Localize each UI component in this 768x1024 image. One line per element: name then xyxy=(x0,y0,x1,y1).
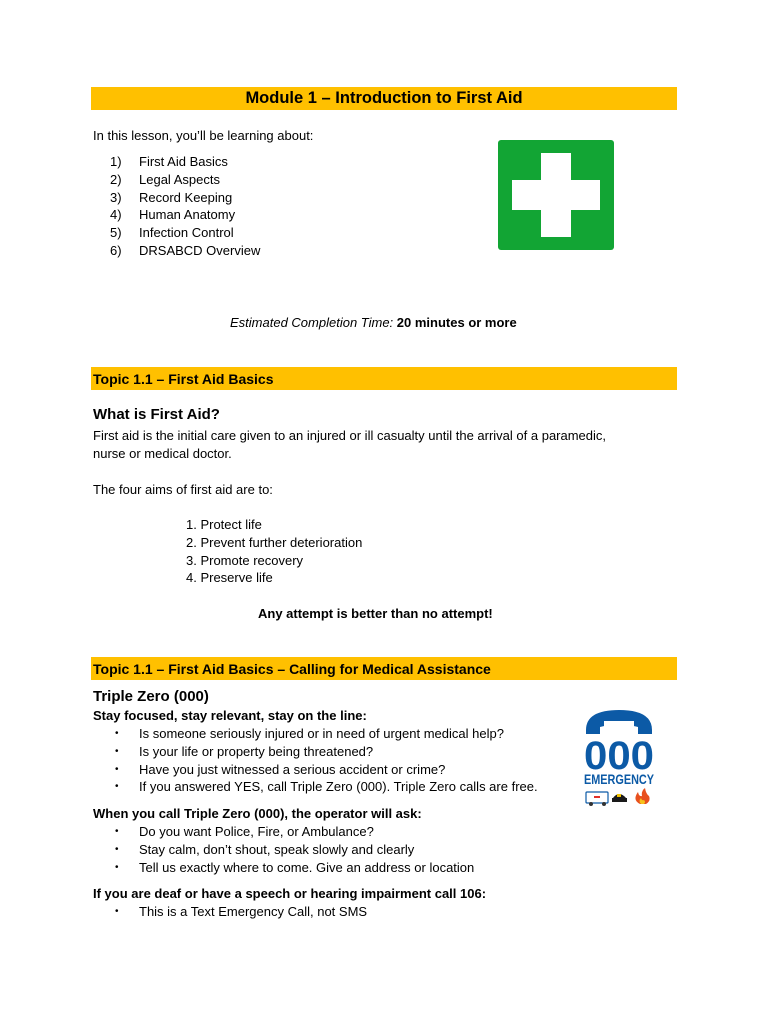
list-item: 3) Record Keeping xyxy=(110,189,233,205)
bullet-list xyxy=(115,725,538,796)
section-heading: What is First Aid? xyxy=(93,406,220,423)
list-item: 5) Infection Control xyxy=(110,225,234,241)
bullet-list xyxy=(115,823,474,876)
list-item: 2. Prevent further deterioration xyxy=(186,534,363,550)
definition-line: First aid is the initial care given to an injured or ill casualty until the arrival of a paramedic, xyxy=(93,428,607,443)
list-item: 3. Promote recovery xyxy=(186,552,304,568)
bullet-list xyxy=(115,903,367,921)
list-item: 1) First Aid Basics xyxy=(110,154,228,169)
estimate-value: 20 minutes or more xyxy=(396,315,517,330)
first-aid-cross-icon xyxy=(498,140,614,250)
list-item: 2) Legal Aspects xyxy=(110,171,220,187)
list-item: • Is someone seriously injured or in need of urgent medical help? xyxy=(115,726,504,741)
subheading: If you are deaf or have a speech or hearing impairment call 106: xyxy=(93,886,487,901)
fire-icon xyxy=(635,788,649,804)
list-item: • Stay calm, don’t shout, speak slowly and clearly xyxy=(115,841,415,857)
list-item: 1. Protect life xyxy=(186,517,262,532)
module-title: Module 1 – Introduction to First Aid xyxy=(245,89,523,107)
lesson-list xyxy=(110,153,260,260)
callout: Any attempt is better than no attempt! xyxy=(258,606,493,621)
topic-title: Topic 1.1 – First Aid Basics – Calling for Medical Assistance xyxy=(93,660,491,677)
module-title-banner xyxy=(91,87,677,110)
topic-title: Topic 1.1 – First Aid Basics xyxy=(93,370,274,387)
intro-lead: In this lesson, you’ll be learning about: xyxy=(93,128,314,143)
list-item: • Do you want Police, Fire, or Ambulance? xyxy=(115,824,374,839)
ambulance-icon xyxy=(586,792,608,806)
list-item: • Have you just witnessed a serious accident or crime? xyxy=(115,761,446,777)
definition-line: nurse or medical doctor. xyxy=(93,446,232,461)
aims-lead: The four aims of first aid are to: xyxy=(93,482,273,497)
list-item: 4. Preserve life xyxy=(186,570,273,586)
list-item: • Tell us exactly where to come. Give an address or location xyxy=(115,859,475,875)
topic-banner xyxy=(91,657,677,680)
police-hat-icon xyxy=(612,794,627,802)
subheading: Stay focused, stay relevant, stay on the line: xyxy=(93,708,367,723)
list-item: • Is your life or property being threatened? xyxy=(115,743,374,759)
list-item: 6) DRSABCD Overview xyxy=(110,242,261,258)
logo-digits: 000 xyxy=(584,734,654,778)
list-item: • This is a Text Emergency Call, not SMS xyxy=(115,904,368,919)
list-item: • If you answered YES, call Triple Zero (000). Triple Zero calls are free. xyxy=(115,779,538,795)
estimated-completion xyxy=(230,314,517,332)
triple-zero-emergency-icon xyxy=(580,704,658,808)
section-heading: Triple Zero (000) xyxy=(93,688,209,705)
aims-list xyxy=(186,516,362,587)
topic-banner xyxy=(91,367,677,390)
subheading: When you call Triple Zero (000), the operator will ask: xyxy=(93,806,422,821)
estimate-label: Estimated Completion Time: xyxy=(230,315,394,330)
list-item: 4) Human Anatomy xyxy=(110,207,236,223)
logo-word: EMERGENCY xyxy=(584,771,655,787)
